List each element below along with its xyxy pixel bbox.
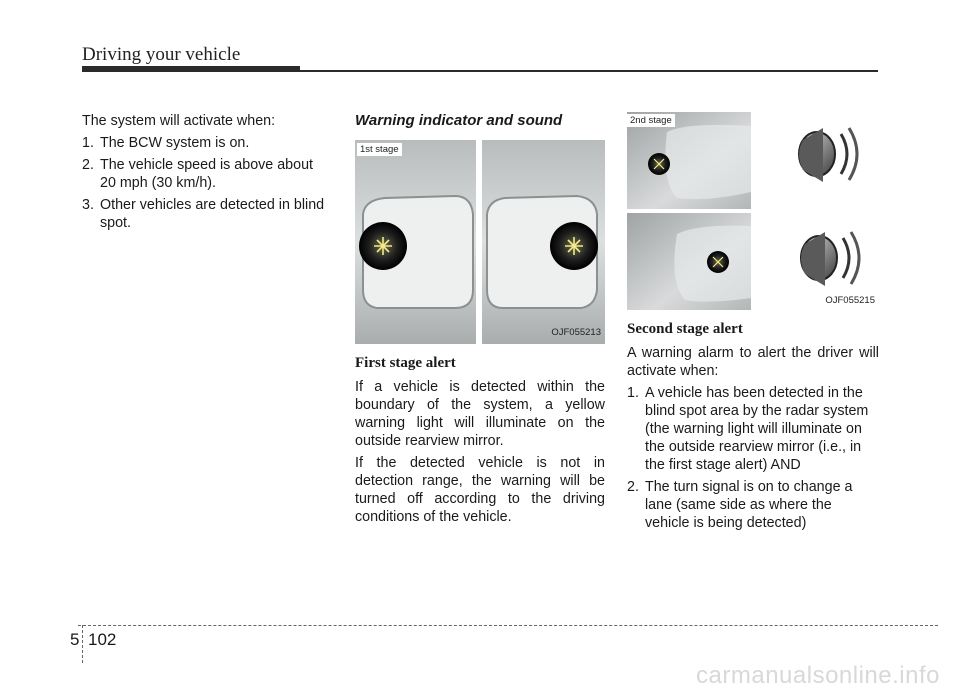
first-stage-heading: First stage alert bbox=[355, 355, 456, 371]
first-stage-paragraph: If a vehicle is detected within the boundary of the system, a yellow warning light will illuminate on the outside rearview mirror. bbox=[355, 379, 605, 449]
list-item bbox=[82, 156, 332, 192]
header-accent-bar bbox=[82, 66, 300, 72]
list-text: The turn signal is on to change a lane (same side as where the vehicle is being detected) bbox=[645, 479, 853, 531]
list-number: 1. bbox=[627, 385, 639, 401]
footer-rule bbox=[78, 625, 938, 626]
section-heading: Warning indicator and sound bbox=[355, 112, 563, 129]
mirror-speaker-illustration bbox=[627, 112, 879, 310]
column-second-stage bbox=[627, 112, 879, 536]
section-number: 5 bbox=[70, 630, 80, 649]
list-item bbox=[82, 196, 332, 232]
list-text: The vehicle speed is above about 20 mph (30 km/h). bbox=[100, 157, 314, 191]
watermark: carmanualsonline.info bbox=[696, 662, 940, 689]
page-header-title: Driving your vehicle bbox=[82, 44, 241, 65]
column-activation-conditions bbox=[82, 112, 332, 236]
list-text: The BCW system is on. bbox=[100, 135, 250, 151]
list-number: 2. bbox=[627, 479, 639, 495]
column-first-stage bbox=[355, 112, 605, 530]
page-number: 102 bbox=[88, 630, 117, 649]
stage-label: 2nd stage bbox=[627, 114, 675, 127]
list-text: Other vehicles are detected in blind spot. bbox=[100, 197, 325, 231]
footer-divider bbox=[82, 625, 83, 663]
second-stage-intro: A warning alarm to alert the driver will activate when: bbox=[627, 345, 879, 379]
figure-code: OJF055213 bbox=[551, 327, 601, 338]
second-stage-heading: Second stage alert bbox=[627, 321, 743, 337]
header-rule bbox=[300, 70, 878, 72]
list-number: 1. bbox=[82, 135, 94, 151]
list-number: 2. bbox=[82, 157, 94, 173]
mirror-illustration bbox=[355, 140, 605, 344]
list-item bbox=[627, 478, 879, 532]
figure-code: OJF055215 bbox=[825, 295, 875, 306]
list-number: 3. bbox=[82, 197, 94, 213]
activation-intro: The system will activate when: bbox=[82, 113, 276, 129]
first-stage-figure bbox=[355, 140, 605, 344]
list-text: A vehicle has been detected in the blind spot area by the radar system (the warning light will illuminate on the outside rearview mirror (i.e., in the first stage alert) AND bbox=[645, 385, 869, 473]
first-stage-paragraph: If the detected vehicle is not in detection range, the warning will be turned off according to the driving conditions of the vehicle. bbox=[355, 455, 605, 525]
list-item bbox=[627, 384, 879, 474]
second-stage-figure bbox=[627, 112, 879, 310]
list-item bbox=[82, 134, 332, 152]
stage-label: 1st stage bbox=[357, 143, 402, 156]
